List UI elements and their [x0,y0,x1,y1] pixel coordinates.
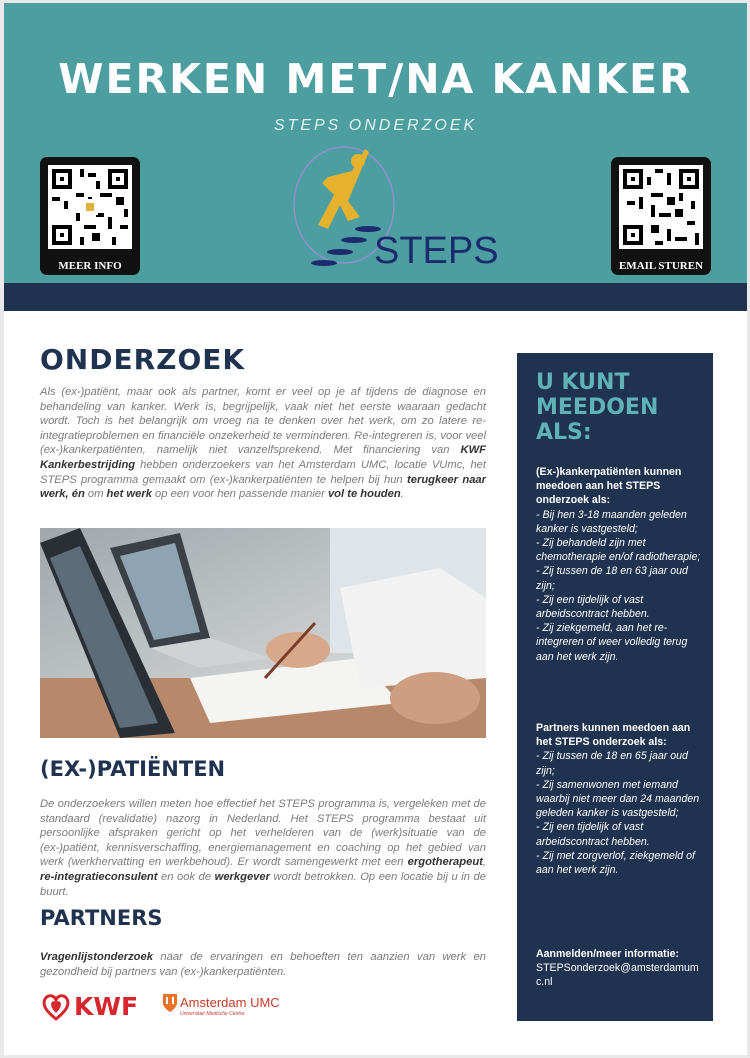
photo-laptops-image [40,528,486,738]
section-heading-patienten: (EX-)PATIËNTEN [40,757,226,781]
sidebar-partners-item: - Zij met zorgverlof, ziekgemeld of aan het werk zijn. [536,849,695,877]
kwf-heart-icon [40,991,72,1023]
body-text: . [400,488,404,501]
qr-caption-meer-info: MEER INFO [58,260,122,272]
steps-logo [282,143,499,278]
sidebar-contact-block [536,947,704,990]
amc-shield-icon [162,993,178,1013]
contact-email-link[interactable]: STEPSonderzoek@amsterdamumc.nl [536,962,699,989]
sidebar-patients-heading: (Ex-)kankerpatiënten kunnen meedoen aan het STEPS onderzoek als: [536,466,682,507]
steps-logo-text: STEPS [374,230,499,272]
kwf-logo-text: KWF [74,992,139,1021]
emphasis-text: werkgever [214,870,270,883]
qr-code-email[interactable] [611,157,711,275]
emphasis-text: ergotherapeut [407,856,483,869]
sidebar-patients-block [536,465,704,664]
sidebar-partners-item: - Zij tussen de 18 en 65 jaar oud zijn; [536,750,688,777]
photo-meeting [40,528,486,738]
body-text: wordt betrokken. Op een locatie bij u in de buurt. [40,870,486,898]
page-title: WERKEN MET/NA KANKER [58,55,693,103]
sidebar-patients-item: - Bij hen 3-18 maanden geleden kanker is vastgesteld; [536,508,687,535]
sidebar-contact-heading: Aanmelden/meer informatie: [536,948,680,960]
partners-paragraph [40,950,486,979]
sidebar-patients-item: - Zij behandeld zijn met chemotherapie en/of radiotherapie; [536,537,701,564]
emphasis-text: het werk [106,488,152,501]
section-heading-partners: PARTNERS [40,906,163,930]
body-text: om [84,488,107,501]
emphasis-text: re-integratieconsulent [40,870,158,883]
flyer-page [4,3,747,1055]
emphasis-text: Vragenlijstonderzoek [40,951,153,963]
amc-logo-subtitle: Universitair Medische Centra [180,1011,245,1017]
body-text: naar de ervaringen en behoeften ten aanzien van werk en gezondheid bij partners van (ex-)kankerpatiënten. [40,951,486,978]
patients-paragraph [40,797,486,899]
body-text: De onderzoekers willen meten hoe effectief het STEPS programma is, vergeleken met de standaard (revalidatie) nazorg in Nederland. Het STEPS programma bestaat uit persoonlijke afspraken gericht op het verhelderen van de (werk)situatie van de (ex-)patiënt, kennisverschaffing, energiemanagement en coaching op het gebied van werk (werkhervatting en werkbehoud). Er wordt samengewerkt met een [40,798,486,869]
page-subtitle: STEPS ONDERZOEK [273,117,478,134]
eligibility-sidebar [517,353,713,1021]
intro-paragraph [40,385,486,502]
emphasis-text: KWF Kankerbestrijding [40,444,486,471]
header-banner [4,3,747,283]
emphasis-text: terugkeer naar werk, én [40,473,486,501]
body-text: op een voor hen passende manier [151,488,328,501]
body-text: en ook de [157,870,215,883]
body-text: , [482,856,486,869]
kwf-logo [40,991,139,1025]
sidebar-patients-item: - Zij ziekgemeld, aan het re-integreren of weer volledig terug aan het werk zijn. [536,622,688,663]
section-heading-onderzoek: ONDERZOEK [40,343,246,376]
sidebar-partners-heading: Partners kunnen meedoen aan het STEPS onderzoek als: [536,722,691,749]
sidebar-patients-item: - Zij een tijdelijk of vast arbeidscontract hebben. [536,593,650,621]
amc-logo-name: Amsterdam UMC [180,995,280,1010]
qr-code-icon [619,165,703,249]
sidebar-partners-block [536,721,704,877]
sidebar-patients-item: - Zij tussen de 18 en 63 jaar oud zijn; [536,565,688,592]
body-text: Als (ex-)patiënt, maar ook als partner, komt er veel op je af tijdens de diagnose en behandeling van kanker. Werk is, begrijpelijk, vaak niet het eerste waaraan gedacht wordt. Toch is het belangrijk om vroeg na te denken over het werk, om zo latere re-integratieproblemen en financiële onzekerheid te verminderen. Re-integreren is, voor veel (ex-)kankerpatiënten, namelijk niet vanzelfsprekend. Met financiering van [40,386,486,457]
amsterdam-umc-logo [162,993,280,1018]
body-text: hebben onderzoekers van het Amsterdam UMC, locatie VUmc, het STEPS programma gemaakt om (ex-)kankerpatiënten te helpen bij hun [40,458,486,486]
qr-caption-email: EMAIL STUREN [618,260,704,272]
qr-code-meer-info[interactable] [40,157,140,275]
sidebar-partners-item: - Zij samenwonen met iemand waarbij niet meer dan 24 maanden geleden kanker is vastgesteld; [536,778,700,820]
qr-code-icon [48,165,132,249]
sidebar-title: U KUNT MEEDOEN ALS: [536,370,659,445]
header-divider [4,283,747,311]
sidebar-partners-item: - Zij een tijdelijk of vast arbeidscontract hebben. [536,821,650,848]
emphasis-text: vol te houden [327,488,401,501]
